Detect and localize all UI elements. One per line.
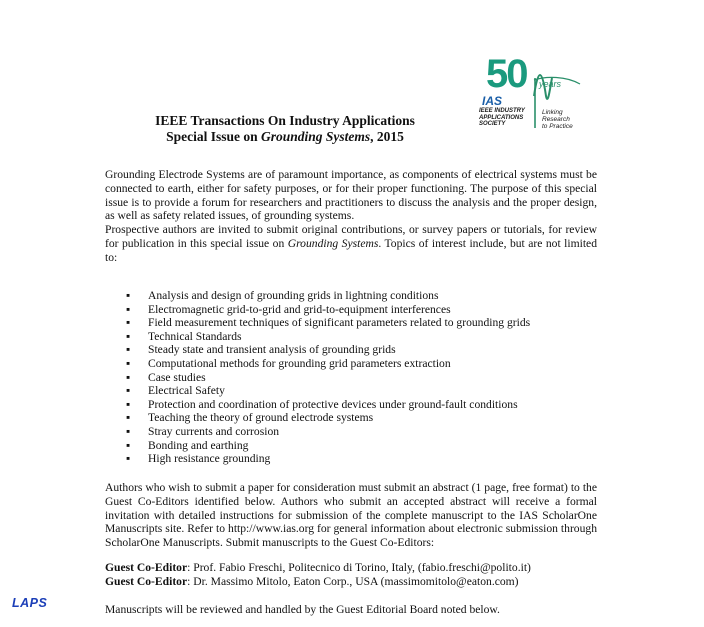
topic-item <box>124 384 530 398</box>
topics-list <box>124 289 530 466</box>
topic-item <box>124 289 530 303</box>
topic-label: Stray currents and corrosion <box>148 424 280 438</box>
bullet-icon: ▪ <box>126 289 131 302</box>
topic-label: High resistance grounding <box>148 452 271 466</box>
topic-item <box>124 425 530 439</box>
topic-item <box>124 411 530 425</box>
bullet-icon: ▪ <box>126 316 131 330</box>
topic-label: Electrical Safety <box>148 384 225 398</box>
bullet-icon: ▪ <box>126 329 131 343</box>
topic-item <box>124 439 530 453</box>
topic-item <box>124 452 530 466</box>
bullet-icon: ▪ <box>126 438 131 452</box>
topic-item <box>124 371 530 385</box>
topic-item <box>124 343 530 357</box>
topic-label: Technical Standards <box>148 329 242 343</box>
logo-society: IEEE INDUSTRY APPLICATIONS SOCIETY <box>479 108 525 127</box>
topic-label: Teaching the theory of ground electrode systems <box>148 411 374 425</box>
topic-label: Case studies <box>148 370 206 384</box>
topic-item <box>124 316 530 330</box>
topic-label: Electromagnetic grid-to-grid and grid-to-equipment interferences <box>148 302 451 316</box>
topic-item <box>124 303 530 317</box>
topic-label: Analysis and design of grounding grids in lightning conditions <box>148 289 439 302</box>
logo-tagline: Linking Research to Practice <box>542 109 573 130</box>
guest-editor-1: Guest Co-Editor: Prof. Fabio Freschi, Politecnico di Torino, Italy, (fabio.freschi@polito.it) <box>105 561 531 574</box>
topic-item <box>124 398 530 412</box>
topic-label: Computational methods for grounding grid parameters extraction <box>148 356 451 370</box>
bullet-icon: ▪ <box>126 343 131 357</box>
bullet-icon: ▪ <box>126 411 131 425</box>
logo-number: 50 <box>486 52 527 96</box>
topic-item <box>124 357 530 371</box>
guest-editor-2: Guest Co-Editor: Dr. Massimo Mitolo, Eaton Corp., USA (massimomitolo@eaton.com) <box>105 575 519 588</box>
bullet-icon: ▪ <box>126 397 131 411</box>
bullet-icon: ▪ <box>126 370 131 384</box>
logo-ias: IAS <box>482 94 503 108</box>
laps-label: LAPS <box>12 596 48 610</box>
bullet-icon: ▪ <box>126 302 131 316</box>
document-title <box>120 113 450 145</box>
ias-50-years-logo <box>476 52 588 136</box>
title-line-2: Special Issue on Grounding Systems, 2015 <box>166 129 404 144</box>
topic-label: Bonding and earthing <box>148 438 249 452</box>
topic-label: Steady state and transient analysis of grounding grids <box>148 343 396 357</box>
bullet-icon: ▪ <box>126 384 131 398</box>
bullet-icon: ▪ <box>126 356 131 370</box>
logo-years: years <box>539 79 562 89</box>
intro-paragraph-1: Grounding Electrode Systems are of paramount importance, as components of electrical systems must be connected to earth, either for safety purposes, or for their proper functioning. The purpose of this special issue is to provide a forum for researchers and practitioners to discuss the analysis and the proper design, as well as safety related issues, of grounding systems. <box>105 168 597 223</box>
bullet-icon: ▪ <box>126 424 131 438</box>
title-line-1: IEEE Transactions On Industry Applications <box>155 113 415 128</box>
intro-paragraph-2: Prospective authors are invited to submit original contributions, or survey papers or tutorials, for review for publication in this special issue on Grounding Systems. Topics of interest include, but are not limited to: <box>105 223 597 264</box>
topic-label: Field measurement techniques of significant parameters related to grounding grids <box>148 316 531 330</box>
topic-item <box>124 330 530 344</box>
footer-note: Manuscripts will be reviewed and handled by the Guest Editorial Board noted below. <box>105 603 500 616</box>
bullet-icon: ▪ <box>126 452 131 466</box>
topic-label: Protection and coordination of protective devices under ground-fault conditions <box>148 397 518 411</box>
submission-paragraph: Authors who wish to submit a paper for consideration must submit an abstract (1 page, free format) to the Guest Co-Editors identified below. Authors who submit an accepted abstract will receive a formal invitation with detailed instructions for submission of the complete manuscript to the IAS ScholarOne Manuscripts site. Refer to http://www.ias.org for general information about electronic submission through ScholarOne Manuscripts. Submit manuscripts to the Guest Co-Editors: <box>105 481 597 550</box>
